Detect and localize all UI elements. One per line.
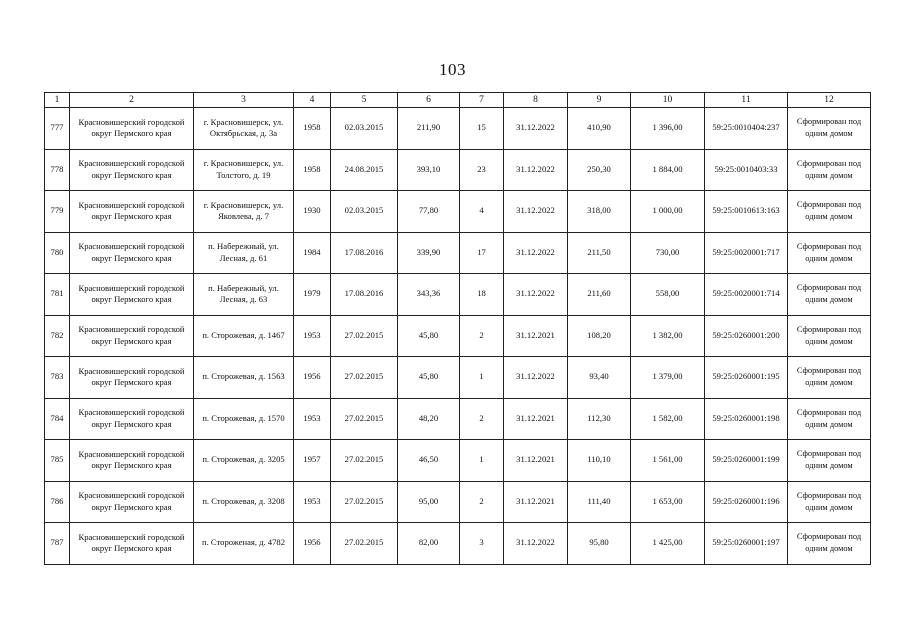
cell-land-area: 250,30: [568, 149, 631, 191]
column-header-7: 7: [460, 93, 504, 108]
cell-cost: 1 000,00: [631, 191, 705, 233]
cell-area: 339,90: [398, 232, 460, 274]
cell-address: п. Сторожевая, д. 1570: [194, 398, 294, 440]
cell-cadastral-number: 59:25:0010404:237: [705, 108, 788, 150]
cell-status: Сформирован под одним домом: [788, 398, 871, 440]
cell-residents: 1: [460, 357, 504, 399]
cell-cost: 1 382,00: [631, 315, 705, 357]
cell-deadline: 31.12.2022: [504, 232, 568, 274]
cell-cost: 1 561,00: [631, 440, 705, 482]
cell-area: 46,50: [398, 440, 460, 482]
cell-cost: 1 396,00: [631, 108, 705, 150]
cell-address: п. Стороженая, д. 4782: [194, 523, 294, 565]
cell-residents: 4: [460, 191, 504, 233]
cell-row-number: 778: [45, 149, 70, 191]
cell-date: 27.02.2015: [331, 481, 398, 523]
cell-residents: 23: [460, 149, 504, 191]
cell-address: г. Красновишерск, ул. Толстого, д. 19: [194, 149, 294, 191]
column-header-11: 11: [705, 93, 788, 108]
cell-status: Сформирован под одним домом: [788, 191, 871, 233]
cell-municipality: Красновишерский городской округ Пермского края: [70, 398, 194, 440]
cell-land-area: 93,40: [568, 357, 631, 399]
cell-residents: 2: [460, 481, 504, 523]
table-body: [45, 108, 871, 565]
table-row: [45, 232, 871, 274]
page-number: 103: [439, 60, 466, 79]
cell-deadline: 31.12.2021: [504, 440, 568, 482]
cell-status: Сформирован под одним домом: [788, 357, 871, 399]
cell-status: Сформирован под одним домом: [788, 315, 871, 357]
column-header-6: 6: [398, 93, 460, 108]
cell-land-area: 318,00: [568, 191, 631, 233]
cell-cadastral-number: 59:25:0260001:200: [705, 315, 788, 357]
cell-land-area: 95,80: [568, 523, 631, 565]
cell-area: 343,36: [398, 274, 460, 316]
cell-date: 02.03.2015: [331, 108, 398, 150]
cell-status: Сформирован под одним домом: [788, 523, 871, 565]
table-header-row: [45, 93, 871, 108]
table-row: [45, 440, 871, 482]
cell-residents: 18: [460, 274, 504, 316]
cell-residents: 3: [460, 523, 504, 565]
cell-municipality: Красновишерский городской округ Пермского края: [70, 357, 194, 399]
table-row: [45, 274, 871, 316]
cell-residents: 2: [460, 315, 504, 357]
table-row: [45, 481, 871, 523]
cell-build-year: 1956: [294, 357, 331, 399]
cell-area: 211,90: [398, 108, 460, 150]
cell-residents: 1: [460, 440, 504, 482]
cell-land-area: 211,50: [568, 232, 631, 274]
cell-area: 393,10: [398, 149, 460, 191]
cell-area: 45,80: [398, 357, 460, 399]
cell-row-number: 784: [45, 398, 70, 440]
cell-row-number: 786: [45, 481, 70, 523]
cell-land-area: 110,10: [568, 440, 631, 482]
cell-date: 27.02.2015: [331, 398, 398, 440]
cell-address: п. Сторожевая, д. 1467: [194, 315, 294, 357]
cell-address: п. Сторожевая, д. 1563: [194, 357, 294, 399]
cell-address: г. Красновишерск, ул. Яковлева, д. 7: [194, 191, 294, 233]
cell-deadline: 31.12.2022: [504, 108, 568, 150]
cell-row-number: 781: [45, 274, 70, 316]
cell-deadline: 31.12.2021: [504, 398, 568, 440]
table-row: [45, 108, 871, 150]
cell-build-year: 1953: [294, 315, 331, 357]
cell-address: п. Сторожевая, д. 3205: [194, 440, 294, 482]
column-header-8: 8: [504, 93, 568, 108]
cell-residents: 17: [460, 232, 504, 274]
cell-municipality: Красновишерский городской округ Пермского края: [70, 315, 194, 357]
cell-row-number: 787: [45, 523, 70, 565]
cell-municipality: Красновишерский городской округ Пермского края: [70, 481, 194, 523]
cell-area: 95,00: [398, 481, 460, 523]
cell-address: п. Набережный, ул. Лесная, д. 61: [194, 232, 294, 274]
cell-address: п. Набережный, ул. Лесная, д. 63: [194, 274, 294, 316]
housing-registry-table: [44, 92, 871, 565]
cell-cadastral-number: 59:25:0010613:163: [705, 191, 788, 233]
cell-date: 17.08.2016: [331, 274, 398, 316]
cell-build-year: 1953: [294, 398, 331, 440]
column-header-12: 12: [788, 93, 871, 108]
cell-municipality: Красновишерский городской округ Пермского края: [70, 191, 194, 233]
cell-deadline: 31.12.2022: [504, 523, 568, 565]
cell-status: Сформирован под одним домом: [788, 481, 871, 523]
cell-cadastral-number: 59:25:0260001:199: [705, 440, 788, 482]
cell-area: 45,80: [398, 315, 460, 357]
cell-build-year: 1956: [294, 523, 331, 565]
cell-date: 17.08.2016: [331, 232, 398, 274]
cell-cadastral-number: 59:25:0010403:33: [705, 149, 788, 191]
cell-cadastral-number: 59:25:0020001:714: [705, 274, 788, 316]
table-row: [45, 357, 871, 399]
cell-row-number: 782: [45, 315, 70, 357]
cell-date: 24.08.2015: [331, 149, 398, 191]
cell-status: Сформирован под одним домом: [788, 108, 871, 150]
cell-row-number: 779: [45, 191, 70, 233]
cell-cost: 730,00: [631, 232, 705, 274]
column-header-1: 1: [45, 93, 70, 108]
cell-cost: 558,00: [631, 274, 705, 316]
cell-land-area: 108,20: [568, 315, 631, 357]
cell-status: Сформирован под одним домом: [788, 149, 871, 191]
cell-residents: 2: [460, 398, 504, 440]
cell-build-year: 1979: [294, 274, 331, 316]
cell-cost: 1 884,00: [631, 149, 705, 191]
column-header-3: 3: [194, 93, 294, 108]
cell-land-area: 112,30: [568, 398, 631, 440]
cell-build-year: 1953: [294, 481, 331, 523]
cell-status: Сформирован под одним домом: [788, 274, 871, 316]
cell-land-area: 111,40: [568, 481, 631, 523]
cell-area: 77,80: [398, 191, 460, 233]
cell-deadline: 31.12.2021: [504, 481, 568, 523]
table-row: [45, 315, 871, 357]
cell-row-number: 783: [45, 357, 70, 399]
cell-area: 48,20: [398, 398, 460, 440]
table-row: [45, 398, 871, 440]
table-row: [45, 523, 871, 565]
cell-address: п. Сторожевая, д. 3208: [194, 481, 294, 523]
cell-date: 27.02.2015: [331, 440, 398, 482]
cell-cost: 1 582,00: [631, 398, 705, 440]
cell-cadastral-number: 59:25:0020001:717: [705, 232, 788, 274]
cell-cadastral-number: 59:25:0260001:197: [705, 523, 788, 565]
cell-municipality: Красновишерский городской округ Пермского края: [70, 149, 194, 191]
cell-municipality: Красновишерский городской округ Пермского края: [70, 440, 194, 482]
cell-land-area: 410,90: [568, 108, 631, 150]
cell-build-year: 1984: [294, 232, 331, 274]
cell-status: Сформирован под одним домом: [788, 232, 871, 274]
cell-residents: 15: [460, 108, 504, 150]
cell-cadastral-number: 59:25:0260001:198: [705, 398, 788, 440]
cell-address: г. Красновишерск, ул. Октябрьская, д. 3а: [194, 108, 294, 150]
cell-build-year: 1958: [294, 108, 331, 150]
cell-build-year: 1930: [294, 191, 331, 233]
cell-build-year: 1957: [294, 440, 331, 482]
table-row: [45, 149, 871, 191]
cell-municipality: Красновишерский городской округ Пермского края: [70, 232, 194, 274]
cell-cadastral-number: 59:25:0260001:195: [705, 357, 788, 399]
cell-date: 02.03.2015: [331, 191, 398, 233]
cell-date: 27.02.2015: [331, 315, 398, 357]
cell-row-number: 785: [45, 440, 70, 482]
cell-area: 82,00: [398, 523, 460, 565]
table-row: [45, 191, 871, 233]
cell-cost: 1 425,00: [631, 523, 705, 565]
cell-status: Сформирован под одним домом: [788, 440, 871, 482]
column-header-9: 9: [568, 93, 631, 108]
cell-date: 27.02.2015: [331, 357, 398, 399]
column-header-2: 2: [70, 93, 194, 108]
cell-deadline: 31.12.2022: [504, 149, 568, 191]
cell-land-area: 211,60: [568, 274, 631, 316]
cell-municipality: Красновишерский городской округ Пермского края: [70, 274, 194, 316]
cell-municipality: Красновишерский городской округ Пермского края: [70, 108, 194, 150]
cell-deadline: 31.12.2022: [504, 274, 568, 316]
column-header-5: 5: [331, 93, 398, 108]
cell-build-year: 1958: [294, 149, 331, 191]
column-header-4: 4: [294, 93, 331, 108]
cell-row-number: 777: [45, 108, 70, 150]
cell-date: 27.02.2015: [331, 523, 398, 565]
cell-cadastral-number: 59:25:0260001:196: [705, 481, 788, 523]
cell-deadline: 31.12.2021: [504, 315, 568, 357]
cell-cost: 1 653,00: [631, 481, 705, 523]
cell-deadline: 31.12.2022: [504, 191, 568, 233]
cell-cost: 1 379,00: [631, 357, 705, 399]
cell-municipality: Красновишерский городской округ Пермского края: [70, 523, 194, 565]
cell-row-number: 780: [45, 232, 70, 274]
cell-deadline: 31.12.2022: [504, 357, 568, 399]
column-header-10: 10: [631, 93, 705, 108]
